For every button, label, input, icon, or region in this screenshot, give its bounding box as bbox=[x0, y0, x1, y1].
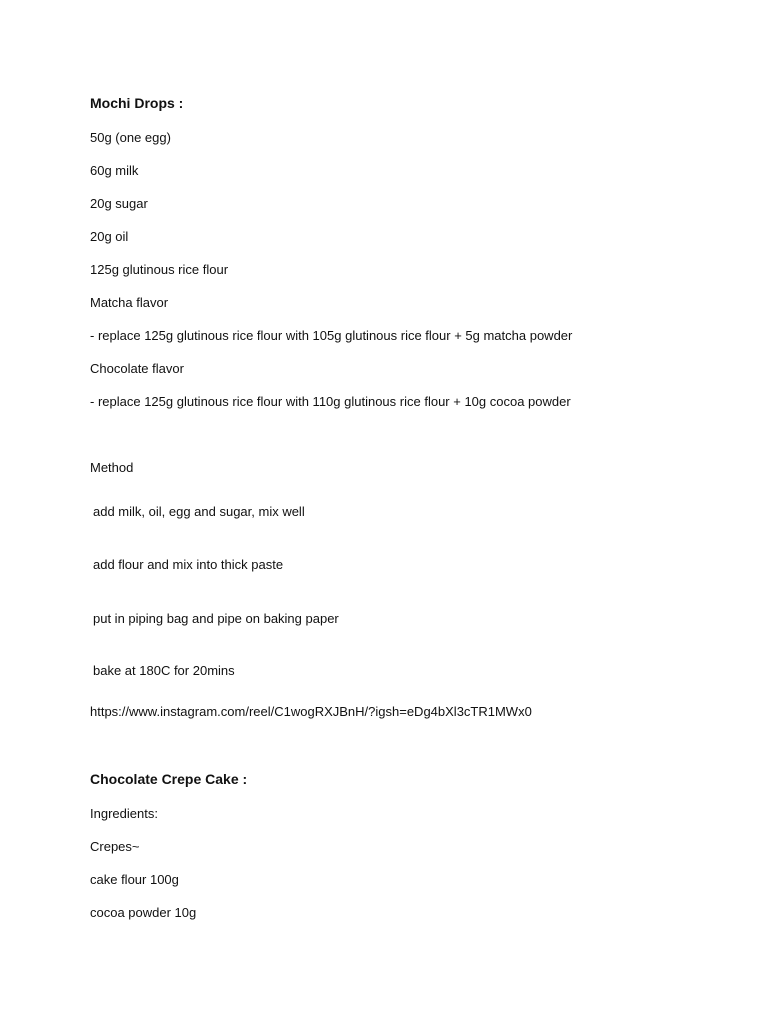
method-step: bake at 180C for 20mins bbox=[93, 663, 235, 678]
mochi-ingredient: 125g glutinous rice flour bbox=[90, 262, 229, 277]
mochi-ingredient: 20g oil bbox=[90, 229, 129, 244]
crepe-line: cocoa powder 10g bbox=[90, 905, 197, 920]
crepe-line: cake flour 100g bbox=[90, 872, 179, 887]
mochi-flavor-note: - replace 125g glutinous rice flour with 110g glutinous rice flour + 10g cocoa powder bbox=[90, 394, 571, 409]
mochi-ingredient: 20g sugar bbox=[90, 196, 148, 211]
mochi-flavor-note: - replace 125g glutinous rice flour with 105g glutinous rice flour + 5g matcha powder bbox=[90, 328, 573, 343]
mochi-flavor-label: Chocolate flavor bbox=[90, 361, 184, 376]
method-step: put in piping bag and pipe on baking paper bbox=[93, 611, 339, 626]
crepe-line: Ingredients: bbox=[90, 806, 158, 821]
mochi-ingredient: 50g (one egg) bbox=[90, 130, 171, 145]
mochi-flavor-label: Matcha flavor bbox=[90, 295, 169, 310]
crepe-title: Chocolate Crepe Cake : bbox=[90, 771, 248, 787]
crepe-line: Crepes~ bbox=[90, 839, 140, 854]
method-step: add flour and mix into thick paste bbox=[93, 557, 284, 572]
source-link[interactable]: https://www.instagram.com/reel/C1wogRXJBnH/?igsh=eDg4bXl3cTR1MWx0 bbox=[90, 704, 532, 719]
method-step: add milk, oil, egg and sugar, mix well bbox=[93, 504, 305, 519]
mochi-title: Mochi Drops : bbox=[90, 95, 184, 111]
mochi-ingredient: 60g milk bbox=[90, 163, 139, 178]
method-label: Method bbox=[90, 460, 134, 475]
